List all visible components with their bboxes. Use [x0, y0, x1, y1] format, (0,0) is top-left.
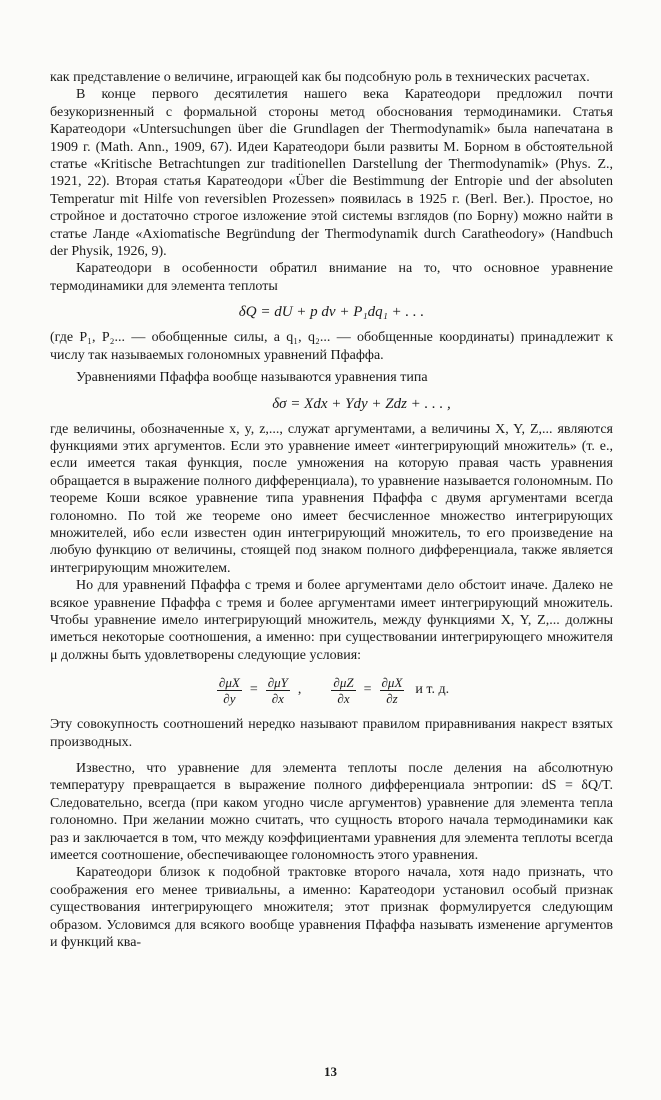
paragraph-4: (где P₁, P₂... — обобщенные силы, а q₁, q₂... — обобщенные координаты) принадлежит к числу так называемых голономных уравнений Пфаффа. — [50, 330, 613, 363]
paragraph-1: как представление о величине, играющей как бы подсобную роль в технических расчетах. — [50, 70, 590, 85]
paragraph-10: Каратеодори близок к подобной трактовке второго начала, хотя надо признать, что соображения его менее тривиальны, а именно: Каратеодори установил особый признак существования интегрирующего множителя; этот признак формулируется следующим образом. Условимся для всякого вообще уравнения Пфаффа называть изменение аргументов и функций ква- — [50, 865, 613, 951]
fraction-3-numerator: ∂μZ — [333, 674, 354, 690]
page-number: 13 — [324, 1064, 337, 1079]
paragraph-6: где величины, обозначенные x, y, z,..., служат аргументами, а величины X, Y, Z,... являются функциями этих аргументов. Если это уравнение имеет «интегрирующий множитель» (т. е., если имеется такая функция, после умножения на которую правая часть уравнения обращается в выражение полного дифференциала), то уравнение называется голономным. По теореме Коши всякое уравнение типа уравнения Пфаффа с двумя аргументами всегда голономно. По той же теореме оно имеет бесчисленное множество интегрирующих множителей, ибо если известен один интегрирующий множитель, то его произведение на любую функцию от величины, стоящей под знаком полного дифференциала, также является интегрирующим множителем. — [50, 421, 613, 576]
fraction-2-denominator: ∂x — [271, 690, 284, 706]
fraction-4-numerator: ∂μX — [381, 674, 403, 690]
text-block — [50, 69, 613, 951]
paragraph-7: Но для уравнений Пфаффа с тремя и более аргументами дело обстоит иначе. Далеко не всякое уравнение Пфаффа с тремя и более аргументами имеет интегрирующий множитель. Чтобы уравнение имело интегрирующий множитель, между функциями X, Y, Z,... должны иметься некоторые соотношения, а именно: при существовании интегрирующего множителя μ должны быть удовлетворены следующие условия: — [50, 578, 613, 663]
equals-sign-1: = — [249, 682, 258, 698]
paragraph-8: Эту совокупность соотношений нередко называют правилом приравнивания накрест взятых производных. — [50, 717, 613, 750]
fraction-3-denominator: ∂x — [337, 690, 350, 706]
equals-sign-2: = — [363, 682, 372, 698]
equation-pfaff-text: δσ = Xdx + Ydy + Zdz + . . . , — [272, 395, 451, 412]
paragraph-9: Известно, что уравнение для элемента теплоты после деления на абсолютную температуру превращается в выражение полного дифференциала энтропии: dS = δQ/T. Следовательно, всегда (при каком угодно числе аргументов) уравнение для элемента тепла голономно. При желании можно считать, что сущность второго начала термодинамики как раз и заключается в том, что между коэффициентами уравнения для элемента теплоты всегда имеется соотношение, обеспечивающее голономность этого уравнения. — [50, 761, 613, 864]
fraction-1-numerator: ∂μX — [218, 674, 240, 690]
equation-cross-derivatives — [50, 672, 613, 708]
fraction-4-denominator: ∂z — [386, 690, 398, 706]
paragraph-2: В конце первого десятилетия нашего века Каратеодори предложил почти безукоризненный с формальной стороны метод обоснования термодинамики. Статья Каратеодори «Untersuchungen über die Grundlagen der Thermodynamik» была напечатана в 1909 г. (Math. Ann., 1909, 67). Идеи Каратеодори были развиты М. Борном в обстоятельной статье «Kritische Betrachtungen zur traditionellen Darstellung der Thermodynamik» (Phys. Z., 1921, 22). Вторая статья Каратеодори «Über die Bestimmung der Entropie und der absoluten Temperatur mit Hilfe von reversiblen Prozessen» появилась в 1925 г. (Berl. Ber.). Простое, но стройное и достаточно строгое изложение этой системы взглядов (по Борну) можно найти в статье Ланде «Axiomatische Begründung der Thermodynamik durch Caratheodory» (Handbuch der Physik, 1926, 9). — [50, 87, 613, 260]
fraction-1 — [217, 675, 242, 706]
equation-pfaff — [50, 393, 613, 415]
equation-heat: δQ = dU + p dv + P₁dq₁ + . . . — [238, 304, 425, 321]
comma-separator: , — [297, 682, 302, 698]
paragraph-5: Уравнениями Пфаффа вообще называются уравнения типа — [76, 370, 428, 386]
fraction-4 — [380, 675, 405, 706]
etc-label: и т. д. — [415, 682, 450, 698]
fraction-2-numerator: ∂μY — [267, 674, 288, 690]
fraction-2 — [266, 675, 290, 706]
fraction-3 — [331, 675, 355, 706]
fraction-1-denominator: ∂y — [223, 690, 236, 706]
paragraph-3: Каратеодори в особенности обратил внимание на то, что основное уравнение термодинамики для элемента теплоты — [50, 261, 613, 294]
